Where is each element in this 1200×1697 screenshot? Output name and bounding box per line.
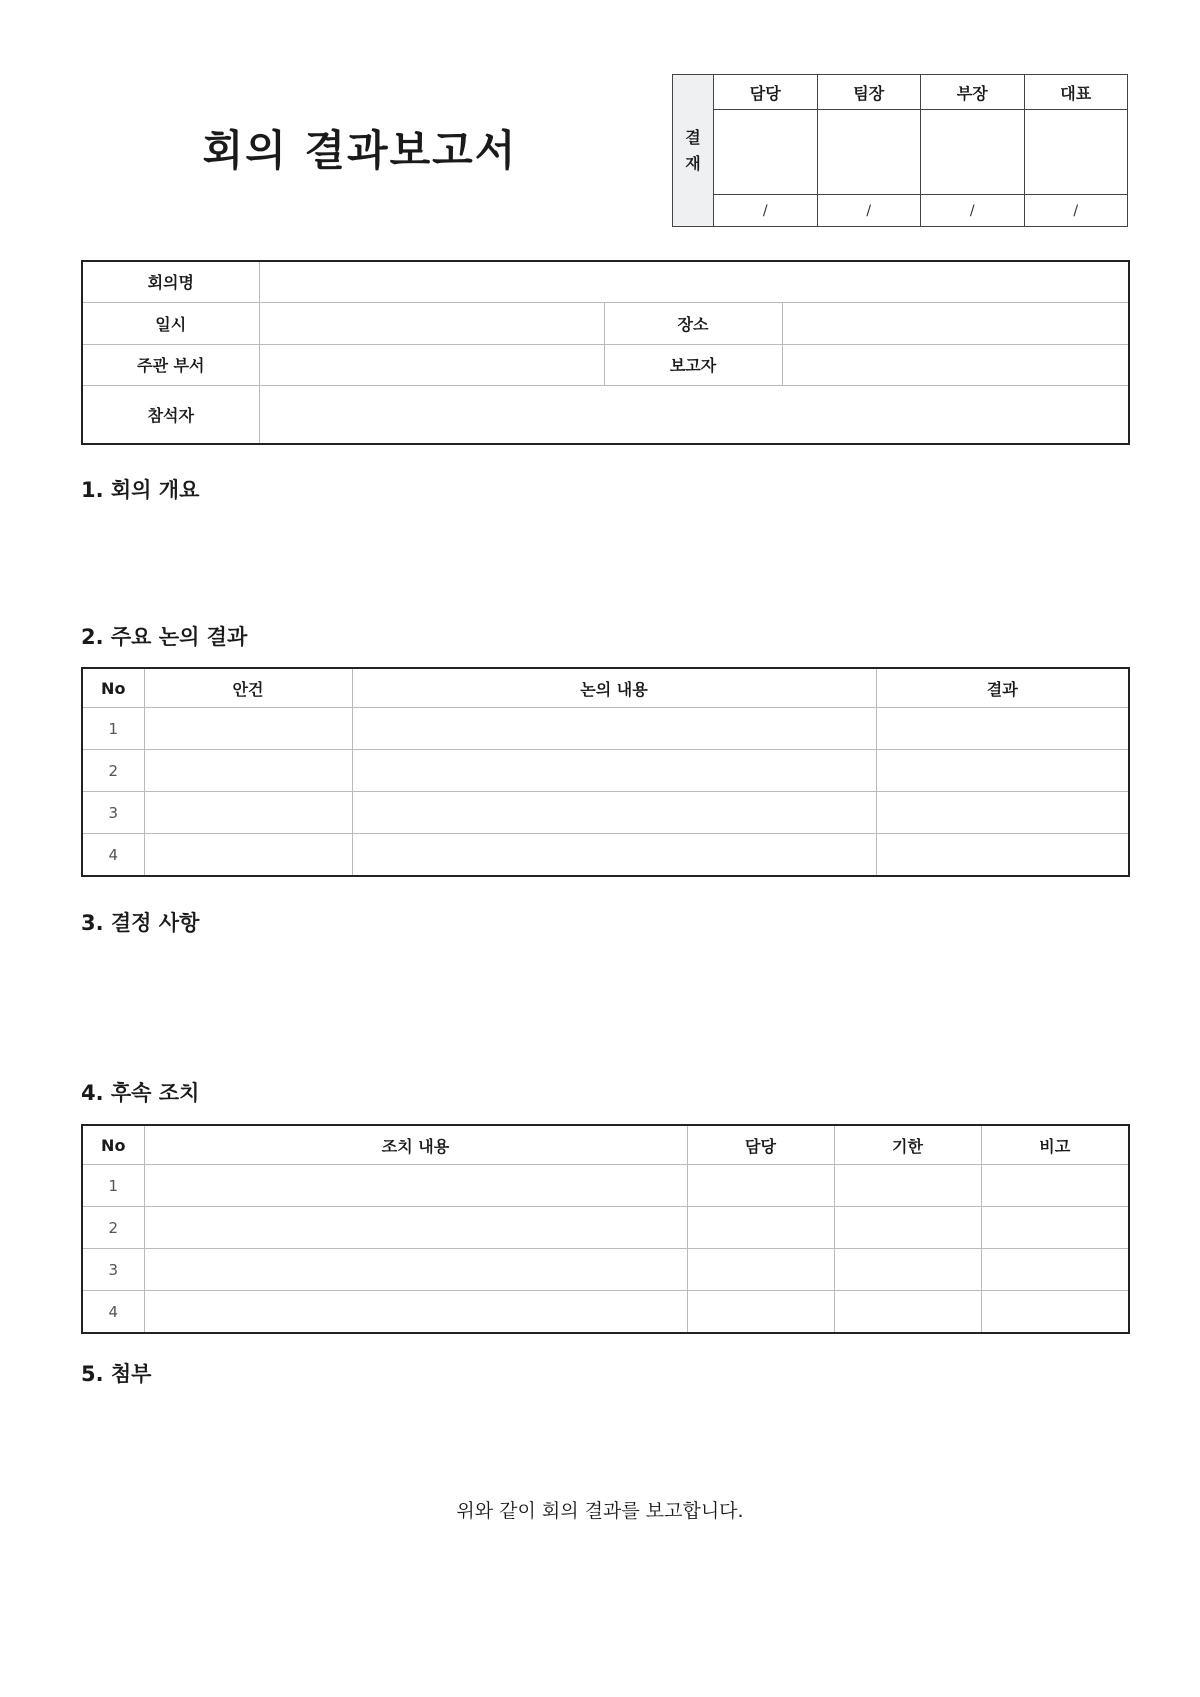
dept-label: 주관 부서 [82,344,259,385]
row-number: 3 [82,792,144,834]
table-cell[interactable] [981,1207,1129,1249]
column-header: 조치 내용 [144,1125,687,1165]
column-header: 비고 [981,1125,1129,1165]
reporter-field[interactable] [782,344,1129,385]
meeting-name-label: 회의명 [82,261,259,302]
approval-sign-cell[interactable] [714,110,818,195]
approval-sign-cell[interactable] [921,110,1025,195]
table-row [82,1291,1129,1334]
table-cell[interactable] [876,792,1129,834]
approval-date-cell[interactable]: / [714,195,818,227]
attendees-label: 참석자 [82,385,259,444]
table-row [82,1165,1129,1207]
column-header: 담당 [687,1125,834,1165]
approval-sign-cell[interactable] [817,110,921,195]
row-number: 4 [82,1291,144,1334]
column-header: No [82,668,144,708]
datetime-label: 일시 [82,302,259,344]
row-number: 2 [82,1207,144,1249]
approval-table [672,74,1128,227]
table-cell[interactable] [144,834,352,877]
approval-side-label-2: 재 [685,153,701,173]
approval-date-cell[interactable]: / [1024,195,1128,227]
table-cell[interactable] [981,1249,1129,1291]
table-cell[interactable] [834,1249,981,1291]
approval-date-cell[interactable]: / [921,195,1025,227]
attendees-field[interactable] [259,385,1129,444]
dept-field[interactable] [259,344,604,385]
approval-side-label-1: 결 [685,127,701,147]
table-cell[interactable] [834,1165,981,1207]
approval-role-team-lead: 팀장 [817,75,921,110]
approval-sign-cell[interactable] [1024,110,1128,195]
column-header: 논의 내용 [352,668,876,708]
column-header: 결과 [876,668,1129,708]
place-label: 장소 [604,302,782,344]
section-heading-discussion: 2. 주요 논의 결과 [81,625,248,649]
table-cell[interactable] [352,834,876,877]
table-cell[interactable] [687,1207,834,1249]
closing-statement: 위와 같이 회의 결과를 보고합니다. [456,1500,744,1522]
column-header: 안건 [144,668,352,708]
document-title: 회의 결과보고서 [202,126,518,175]
table-cell[interactable] [352,750,876,792]
place-field[interactable] [782,302,1129,344]
table-row [82,1207,1129,1249]
table-cell[interactable] [144,750,352,792]
table-cell[interactable] [981,1165,1129,1207]
table-row [82,1249,1129,1291]
table-cell[interactable] [876,834,1129,877]
column-header: No [82,1125,144,1165]
approval-side-label [673,75,714,227]
table-cell[interactable] [144,1207,687,1249]
table-row [82,750,1129,792]
table-cell[interactable] [834,1291,981,1334]
table-cell[interactable] [144,792,352,834]
reporter-label: 보고자 [604,344,782,385]
row-number: 2 [82,750,144,792]
table-cell[interactable] [144,708,352,750]
table-cell[interactable] [144,1249,687,1291]
table-cell[interactable] [687,1249,834,1291]
row-number: 1 [82,708,144,750]
table-cell[interactable] [144,1291,687,1334]
followup-table [81,1124,1130,1334]
table-cell[interactable] [981,1291,1129,1334]
table-cell[interactable] [352,708,876,750]
row-number: 3 [82,1249,144,1291]
table-cell[interactable] [834,1207,981,1249]
row-number: 1 [82,1165,144,1207]
discussion-table [81,667,1130,877]
table-cell[interactable] [352,792,876,834]
section-heading-attachments: 5. 첨부 [81,1362,152,1386]
section-heading-followup: 4. 후속 조치 [81,1081,200,1105]
approval-date-cell[interactable]: / [817,195,921,227]
table-cell[interactable] [144,1165,687,1207]
table-cell[interactable] [687,1165,834,1207]
meeting-info-table [81,260,1130,445]
table-row [82,708,1129,750]
datetime-field[interactable] [259,302,604,344]
table-row [82,834,1129,877]
approval-role-staff: 담당 [714,75,818,110]
section-heading-overview: 1. 회의 개요 [81,478,200,502]
approval-role-ceo: 대표 [1024,75,1128,110]
row-number: 4 [82,834,144,877]
table-cell[interactable] [876,750,1129,792]
table-cell[interactable] [687,1291,834,1334]
section-heading-decisions: 3. 결정 사항 [81,911,200,935]
meeting-name-field[interactable] [259,261,1129,302]
table-row [82,792,1129,834]
column-header: 기한 [834,1125,981,1165]
approval-role-manager: 부장 [921,75,1025,110]
table-cell[interactable] [876,708,1129,750]
